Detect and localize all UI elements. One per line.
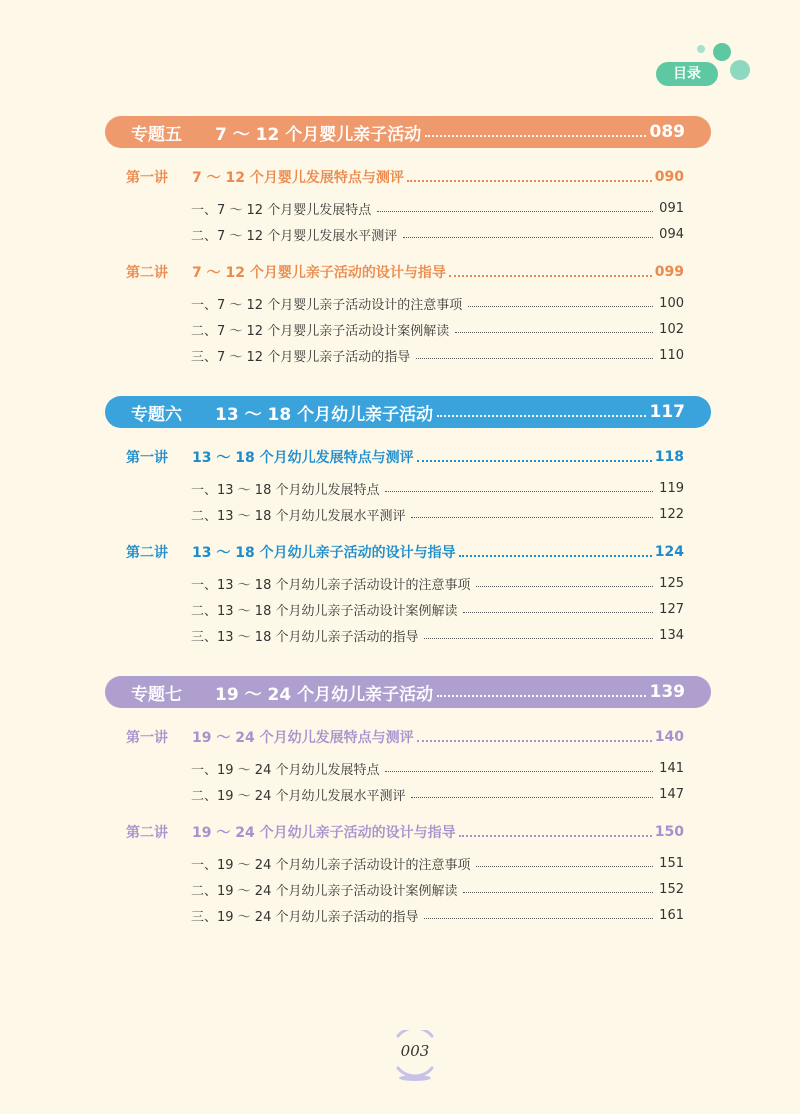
leader-dots bbox=[417, 740, 652, 742]
toc-entry[interactable] bbox=[191, 319, 684, 339]
toc-entry[interactable] bbox=[191, 599, 684, 619]
entry-title: 三、7 ～ 12 个月婴儿亲子活动的指导 bbox=[191, 349, 411, 365]
entry-page-number: 161 bbox=[659, 907, 684, 923]
entry-page-number: 127 bbox=[659, 601, 684, 617]
decor-dot-medium bbox=[730, 60, 750, 80]
lecture-title: 13 ～ 18 个月幼儿亲子活动的设计与指导 bbox=[192, 545, 456, 561]
toc-entry[interactable] bbox=[191, 198, 684, 218]
page-number: 003 bbox=[400, 1042, 430, 1060]
lecture-page-number: 090 bbox=[654, 169, 684, 185]
entry-title: 三、19 ～ 24 个月幼儿亲子活动的指导 bbox=[191, 909, 419, 925]
leader-dots bbox=[417, 460, 652, 462]
topic-label: 专题七 bbox=[131, 684, 182, 705]
topic-title: 7 ～ 12 个月婴儿亲子活动 bbox=[215, 124, 422, 145]
toc-entry[interactable] bbox=[191, 345, 684, 365]
leader-dots bbox=[416, 358, 653, 359]
entry-title: 二、13 ～ 18 个月幼儿亲子活动设计案例解读 bbox=[191, 603, 458, 619]
entry-page-number: 119 bbox=[659, 480, 684, 496]
leader-dots bbox=[424, 918, 653, 919]
entry-page-number: 122 bbox=[659, 506, 684, 522]
toc-entry[interactable] bbox=[191, 905, 684, 925]
topic-heading[interactable] bbox=[105, 676, 711, 708]
leader-dots bbox=[377, 211, 653, 212]
topic-label: 专题五 bbox=[131, 124, 182, 145]
topic-heading[interactable] bbox=[105, 116, 711, 148]
entry-title: 一、13 ～ 18 个月幼儿亲子活动设计的注意事项 bbox=[191, 577, 471, 593]
topic-heading[interactable] bbox=[105, 396, 711, 428]
leader-dots bbox=[459, 835, 652, 837]
leader-dots bbox=[407, 180, 652, 182]
lecture-heading[interactable] bbox=[126, 446, 684, 468]
lecture-label: 第二讲 bbox=[126, 545, 168, 561]
entry-page-number: 134 bbox=[659, 627, 684, 643]
entry-title: 二、13 ～ 18 个月幼儿发展水平测评 bbox=[191, 508, 406, 524]
entry-title: 一、19 ～ 24 个月幼儿发展特点 bbox=[191, 762, 380, 778]
lecture-heading[interactable] bbox=[126, 726, 684, 748]
lecture-heading[interactable] bbox=[126, 166, 684, 188]
contents-badge: 目录 bbox=[656, 62, 718, 86]
lecture-label: 第一讲 bbox=[126, 170, 168, 186]
toc-entry[interactable] bbox=[191, 224, 684, 244]
toc-entry[interactable] bbox=[191, 853, 684, 873]
leader-dots bbox=[459, 555, 652, 557]
leader-dots bbox=[476, 586, 653, 587]
toc-entry[interactable] bbox=[191, 784, 684, 804]
entry-page-number: 102 bbox=[659, 321, 684, 337]
entry-title: 一、13 ～ 18 个月幼儿发展特点 bbox=[191, 482, 380, 498]
lecture-label: 第一讲 bbox=[126, 450, 168, 466]
leader-dots bbox=[424, 638, 653, 639]
topic-page-number: 139 bbox=[649, 682, 685, 702]
entry-page-number: 100 bbox=[659, 295, 684, 311]
toc-entry[interactable] bbox=[191, 478, 684, 498]
toc-entry[interactable] bbox=[191, 504, 684, 524]
lecture-title: 7 ～ 12 个月婴儿亲子活动的设计与指导 bbox=[192, 265, 446, 281]
header-badge bbox=[0, 0, 800, 100]
entry-title: 一、7 ～ 12 个月婴儿亲子活动设计的注意事项 bbox=[191, 297, 463, 313]
lecture-label: 第一讲 bbox=[126, 730, 168, 746]
entry-title: 二、19 ～ 24 个月幼儿发展水平测评 bbox=[191, 788, 406, 804]
lecture-page-number: 118 bbox=[654, 449, 684, 465]
lecture-title: 19 ～ 24 个月幼儿亲子活动的设计与指导 bbox=[192, 825, 456, 841]
entry-title: 一、19 ～ 24 个月幼儿亲子活动设计的注意事项 bbox=[191, 857, 471, 873]
toc-entry[interactable] bbox=[191, 758, 684, 778]
entry-title: 二、19 ～ 24 个月幼儿亲子活动设计案例解读 bbox=[191, 883, 458, 899]
entry-page-number: 125 bbox=[659, 575, 684, 591]
entry-title: 三、13 ～ 18 个月幼儿亲子活动的指导 bbox=[191, 629, 419, 645]
entry-page-number: 110 bbox=[659, 347, 684, 363]
leader-dots bbox=[468, 306, 653, 307]
topic-page-number: 089 bbox=[649, 122, 685, 142]
leader-dots bbox=[476, 866, 653, 867]
toc-entry[interactable] bbox=[191, 625, 684, 645]
leader-dots bbox=[463, 892, 653, 893]
toc-entry[interactable] bbox=[191, 293, 684, 313]
toc-entry[interactable] bbox=[191, 573, 684, 593]
topic-title: 13 ～ 18 个月幼儿亲子活动 bbox=[215, 404, 434, 425]
leader-dots bbox=[385, 491, 653, 492]
lecture-page-number: 124 bbox=[654, 544, 684, 560]
leader-dots bbox=[385, 771, 653, 772]
leader-dots bbox=[411, 797, 653, 798]
lecture-page-number: 099 bbox=[654, 264, 684, 280]
entry-page-number: 141 bbox=[659, 760, 684, 776]
leader-dots bbox=[463, 612, 653, 613]
entry-page-number: 094 bbox=[659, 226, 684, 242]
lecture-heading[interactable] bbox=[126, 261, 684, 283]
lecture-title: 7 ～ 12 个月婴儿发展特点与测评 bbox=[192, 170, 404, 186]
leader-dots bbox=[437, 695, 645, 697]
lecture-page-number: 140 bbox=[654, 729, 684, 745]
leader-dots bbox=[411, 517, 653, 518]
leader-dots bbox=[449, 275, 652, 277]
leader-dots bbox=[437, 415, 645, 417]
lecture-title: 19 ～ 24 个月幼儿发展特点与测评 bbox=[192, 730, 414, 746]
topic-title: 19 ～ 24 个月幼儿亲子活动 bbox=[215, 684, 434, 705]
leader-dots bbox=[455, 332, 653, 333]
lecture-label: 第二讲 bbox=[126, 825, 168, 841]
lecture-heading[interactable] bbox=[126, 541, 684, 563]
lecture-heading[interactable] bbox=[126, 821, 684, 843]
entry-page-number: 147 bbox=[659, 786, 684, 802]
lecture-title: 13 ～ 18 个月幼儿发展特点与测评 bbox=[192, 450, 414, 466]
leader-dots bbox=[403, 237, 653, 238]
entry-title: 一、7 ～ 12 个月婴儿发展特点 bbox=[191, 202, 372, 218]
entry-page-number: 152 bbox=[659, 881, 684, 897]
toc-entry[interactable] bbox=[191, 879, 684, 899]
topic-page-number: 117 bbox=[649, 402, 685, 422]
entry-page-number: 151 bbox=[659, 855, 684, 871]
topic-label: 专题六 bbox=[131, 404, 182, 425]
decor-dot-large bbox=[713, 43, 731, 61]
lecture-page-number: 150 bbox=[654, 824, 684, 840]
entry-title: 二、7 ～ 12 个月婴儿发展水平测评 bbox=[191, 228, 398, 244]
entry-title: 二、7 ～ 12 个月婴儿亲子活动设计案例解读 bbox=[191, 323, 450, 339]
lecture-label: 第二讲 bbox=[126, 265, 168, 281]
entry-page-number: 091 bbox=[659, 200, 684, 216]
decor-dot-small bbox=[697, 45, 705, 53]
leader-dots bbox=[425, 135, 645, 137]
